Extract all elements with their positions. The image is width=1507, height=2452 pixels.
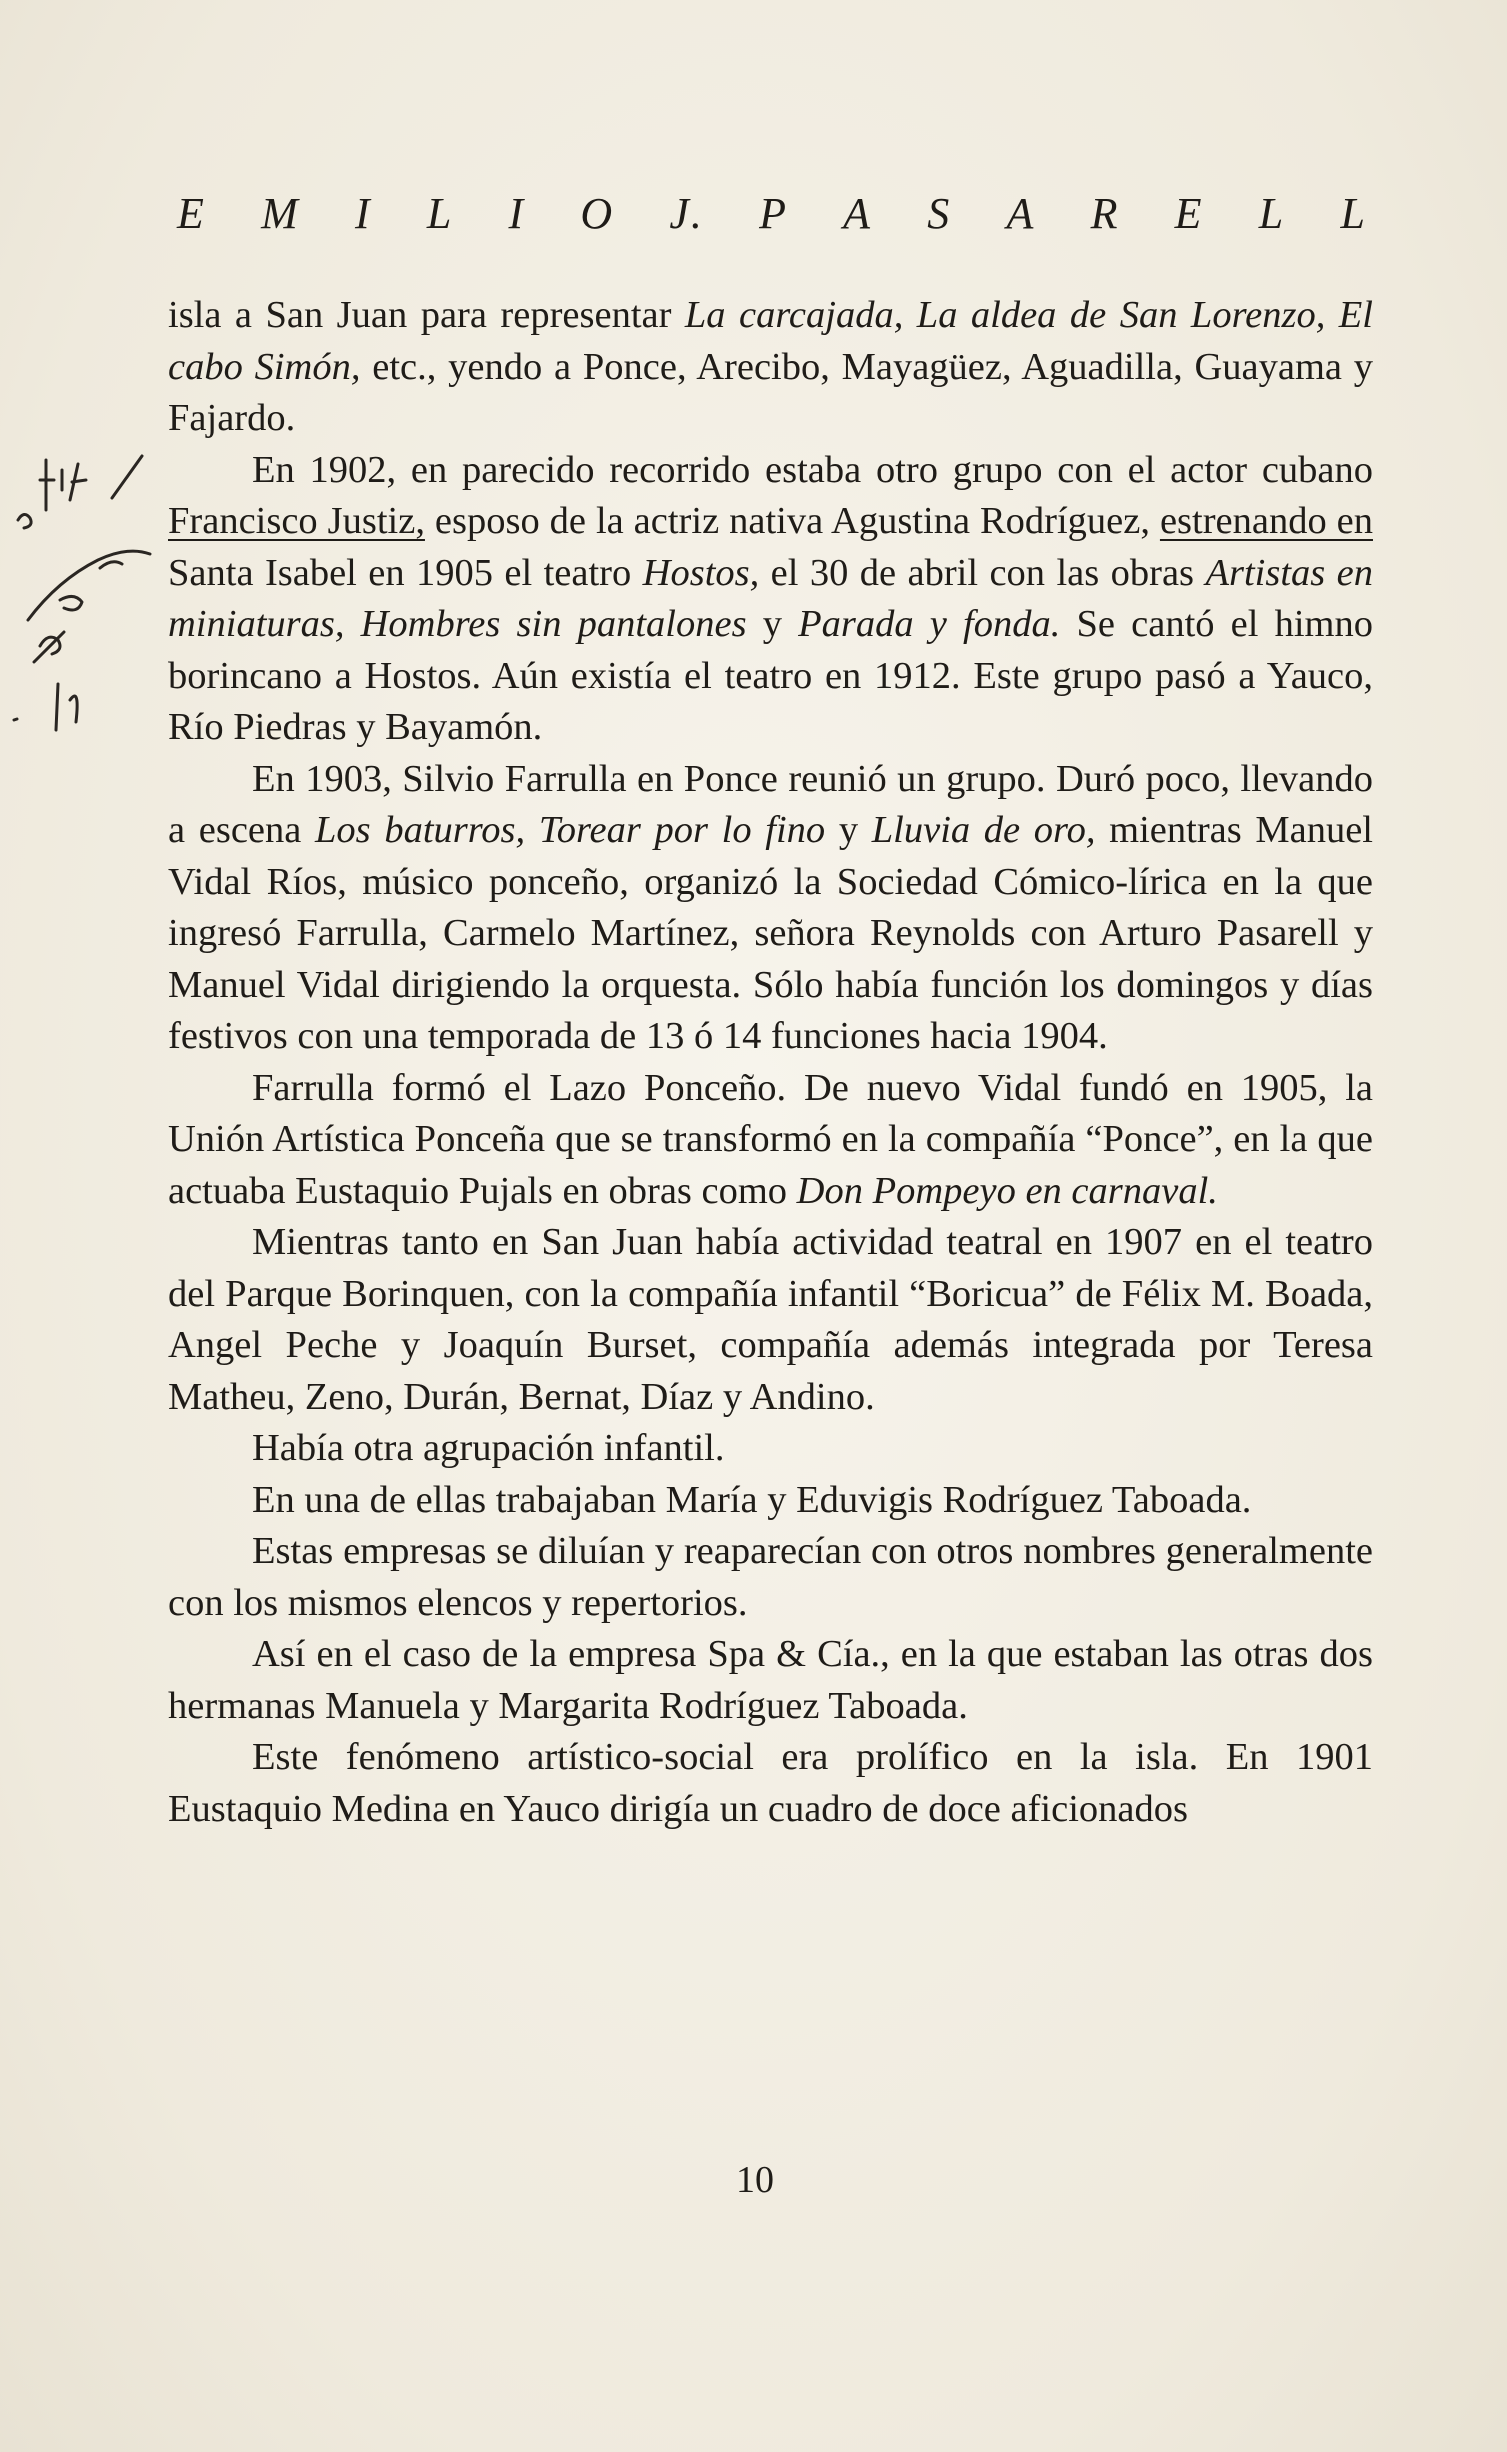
running-head-letter: M (261, 188, 300, 238)
handwriting-scribble-icon (0, 400, 168, 740)
text-run: esposo de la actriz nativa Agustina Rodríguez, (424, 500, 1160, 542)
running-head-letter: O (580, 188, 615, 238)
text-run: Santa Isabel en 1905 el teatro (168, 551, 643, 594)
text-run: En 1903, Silvio Farrulla en Ponce reunió un grupo. Duró poco, llevando a escena (168, 757, 1373, 851)
running-head-letter: L (426, 188, 454, 238)
text-run: y (825, 809, 872, 851)
paragraph (168, 1732, 1373, 1835)
running-head-letter: L (1258, 188, 1286, 238)
paragraph (168, 1063, 1373, 1218)
text-run: mientras Manuel Vidal Ríos, músico ponceño, organizó la Sociedad Cómico-lírica en la que ingresó Farrulla, Carmelo Martínez, señora Reynolds con Arturo Pasarell y Manuel Vidal dirigiendo la orquesta. Sólo había función los domingos y días festivos con una temporada de 13 ó 14 funciones hacia 1904. (168, 809, 1374, 1057)
running-head-letter: R (1090, 188, 1120, 238)
paragraph (168, 1526, 1373, 1629)
paragraph (168, 1217, 1373, 1423)
text-run: Farrulla formó el Lazo Ponceño. De nuevo Vidal fundó en 1905, la Unión Artística Ponceña que se transformó en la compañía “Ponce”, en la que actuaba Eustaquio Pujals en obras como (168, 1066, 1373, 1212)
running-head-letter: S (927, 188, 952, 238)
body-text (168, 290, 1373, 1835)
running-head-letter: L (1340, 188, 1367, 238)
running-head-letter: P (759, 188, 788, 238)
paragraph (168, 1475, 1373, 1527)
handwritten-marginalia (0, 400, 168, 740)
running-head-letter: E (1174, 188, 1204, 238)
text-run: En una de ellas trabajaban María y Eduvigis Rodríguez Taboada. (252, 1478, 1252, 1521)
text-run: y (746, 603, 799, 645)
italic-text: La carcajada, La aldea de San Lorenzo, El cabo Simón, (168, 294, 1373, 388)
italic-text: Lluvia de oro, (871, 809, 1096, 851)
paragraph (168, 1423, 1373, 1475)
text-run: Había otra agrupación infantil. (252, 1427, 725, 1469)
text-run: Estas empresas se diluían y reaparecían con otros nombres generalmente con los mismos elencos y repertorios. (168, 1530, 1373, 1624)
running-head-letter: I (508, 188, 526, 238)
running-head-letter: A (843, 188, 873, 238)
running-head-letter: A (1006, 188, 1036, 238)
italic-text: Artistas en miniaturas, Hombres sin pantalones (168, 551, 1373, 645)
text-run: En 1902, en parecido recorrido estaba otro grupo con el actor cubano (252, 448, 1373, 491)
paragraph (168, 1629, 1373, 1732)
text-run: Mientras tanto en San Juan había actividad teatral en 1907 en el teatro del Parque Borinquen, con la compañía infantil “Boricua” de Félix M. Boada, Angel Peche y Joaquín Burset, compañía además integrada por Teresa Matheu, Zeno, Durán, Bernat, Díaz y Andino. (168, 1221, 1373, 1418)
italic-text: Don Pompeyo en carnaval. (796, 1169, 1218, 1212)
page-number: 10 (736, 2159, 774, 2201)
paragraph (168, 290, 1373, 445)
running-head-letter: I (354, 188, 372, 238)
paragraph (168, 445, 1373, 754)
running-head-letter: J. (669, 188, 704, 238)
running-head (177, 188, 1367, 238)
text-run: isla a San Juan para representar (168, 294, 685, 336)
italic-text: Los baturros, Torear por lo fino (315, 809, 826, 851)
italic-text: Hostos, (642, 551, 760, 594)
text-run: el 30 de abril con las obras (759, 551, 1206, 594)
text-run: Este fenómeno artístico-social era prolífico en la isla. En 1901 Eustaquio Medina en Yauco dirigía un cuadro de doce aficionados (168, 1736, 1373, 1830)
italic-text: Parada y fonda. (798, 603, 1061, 645)
text-run: Se cantó el himno borincano a Hostos. Aún existía el teatro en 1912. Este grupo pasó a Yauco, Río Piedras y Bayamón. (168, 603, 1373, 748)
text-run: etc., yendo a Ponce, Arecibo, Mayagüez, Aguadilla, Guayama y Fajardo. (168, 345, 1374, 439)
paragraph (168, 754, 1373, 1063)
underlined-text: Francisco Justiz, (168, 500, 425, 542)
text-run: Así en el caso de la empresa Spa & Cía., en la que estaban las otras dos hermanas Manuela y Margarita Rodríguez Taboada. (168, 1633, 1373, 1727)
underlined-text: estrenando en (1159, 500, 1373, 542)
running-head-letter: E (177, 188, 206, 238)
